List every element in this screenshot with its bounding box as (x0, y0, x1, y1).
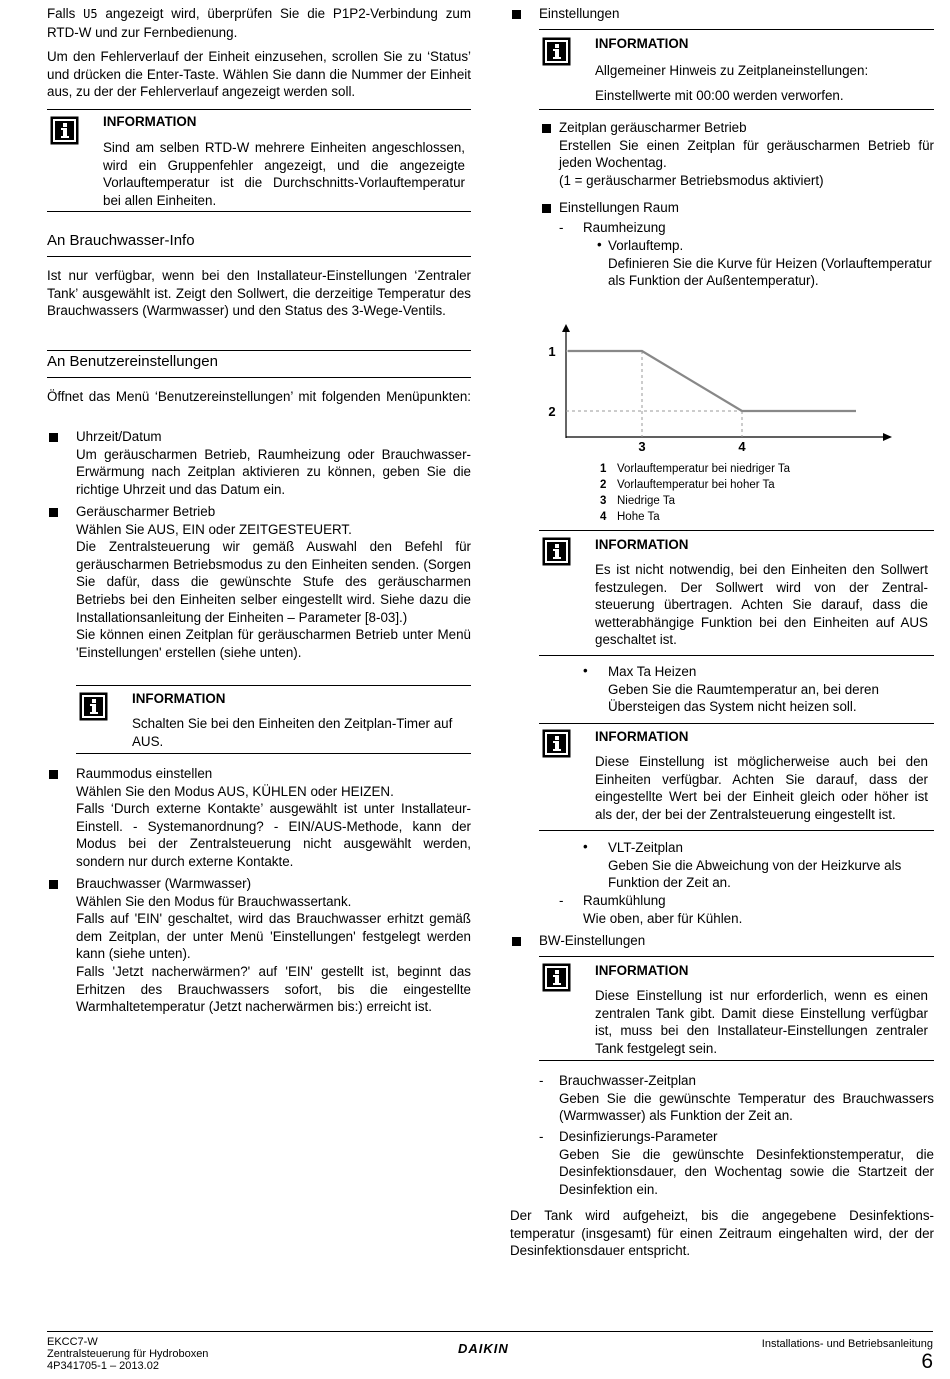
x-axis-arrow (883, 433, 892, 441)
item-title: Desinfizierungs-Parameter (559, 1129, 718, 1144)
bullet-square (542, 204, 551, 213)
y-tick-label-1: 1 (548, 344, 556, 359)
item-title: Brauchwasser-Zeitplan (559, 1073, 696, 1088)
item-text: Geben Sie die Abweichung von der Heizkurve als Funktion der Zeit an. (608, 857, 902, 891)
list-item (583, 892, 934, 927)
bullet-square (512, 10, 521, 19)
item-text: Falls ‘Durch externe Kontakte’ ausgewählt ist unter Installateur-Einstell. - Systemanordnung? - EIN/AUS-Methode, kann der Modus bei der Zentralsteuerung nicht ausgewählt werden, sondern nur durch externe Kontakte. (76, 801, 471, 869)
heating-curve-line (568, 351, 856, 411)
bullet-square (512, 937, 521, 946)
info-text: Allgemeiner Hinweis zu Zeitplaneinstellungen: (595, 63, 869, 78)
item-text: Wie oben, aber für Kühlen. (583, 910, 743, 926)
item-text: Um geräuscharmen Betrieb, Raumheizung oder Brauchwasser-Erwärmung nach Zeitplan aktivieren zu können, geben Sie die richtige Uhrzeit und das Datum ein. (76, 446, 471, 497)
heating-curve-chart (540, 318, 900, 458)
legend-label: Vorlauftemperatur bei niedriger Ta (617, 463, 791, 475)
legend-key: 2 (600, 478, 607, 491)
footer-model: EKCC7-W (47, 1336, 98, 1348)
item-text: Geben Sie die gewünschte Desinfektionstemperatur, die Desinfektionsdauer, den Wochentag sowie die Startzeit der Desinfektion ein. (559, 1146, 934, 1197)
list-item (559, 1072, 934, 1125)
y-axis-arrow (562, 324, 570, 332)
divider (76, 685, 471, 686)
footer-rule (47, 1331, 933, 1332)
legend-label: Niedrige Ta (617, 494, 675, 507)
section-rule (47, 256, 471, 257)
list-item (76, 428, 471, 498)
legend-key: 4 (600, 510, 607, 523)
divider (539, 723, 934, 724)
legend-key: 3 (600, 494, 607, 507)
item-title: Vorlauftemp. (608, 238, 684, 253)
item-text-2: Falls 'Jetzt nacherwärmen?' auf 'EIN' gestellt ist, beginnt das Erhitzen des Brauchwassers sofort, bis die eingestellte Warmhaltetemperatur (Jetzt nacherwärmen bis:) erreicht ist. (76, 963, 471, 1015)
paragraph-fehlerverlauf: Um den Fehlerverlauf der Einheit einzusehen, scrollen Sie zu ‘Status’ und drücken die Enter-Taste. Wählen Sie dann die Nummer der Einheit aus, zu der der Fehlerverlauf angezeigt werden soll. (47, 49, 471, 100)
section-rule (47, 377, 471, 378)
item-title: VLT-Zeitplan (608, 840, 683, 855)
p1-suffix: angezeigt wird, überprüfen Sie die P1P2-Verbindung zum RTD-W und zur Fernbedienung. (47, 6, 471, 40)
item-text: Erstellen Sie einen Zeitplan für geräuscharmen Betrieb für jeden Wochentag. (559, 137, 934, 171)
info-text: Diese Einstellung ist nur erforderlich, wenn es einen zentralen Tank gibt. Damit diese Einstellung verfügbar ist, muss bei den Installateur-Einstellungen zentraler Tank festgelegt sein. (595, 988, 928, 1056)
item-line: Wählen Sie AUS, EIN oder ZEITGESTEUERT. (76, 521, 352, 537)
legend-item (600, 510, 790, 526)
list-item (559, 1128, 934, 1198)
info-title: INFORMATION (595, 537, 689, 552)
divider (539, 830, 934, 831)
info-icon (79, 692, 108, 721)
error-code: U5 (83, 7, 98, 21)
bullet-square (542, 124, 551, 133)
section-heading: An Benutzereinstellungen (47, 353, 218, 370)
axes (562, 324, 892, 441)
item-text: Falls auf 'EIN' geschaltet, wird das Brauchwasser erhitzt gemäß dem Zeitplan, der unter Menü 'Einstellungen' festgelegt werden kann (siehe unten). (76, 911, 471, 962)
info-text: Es ist nicht notwendig, bei den Einheiten den Sollwert festzulegen. Der Sollwert wird von der Zentral-steuerung übertragen. Achten Sie darauf, dass die wetterabhängige Funktion bei den Einheiten auf AUS geschaltet ist. (595, 562, 928, 648)
item-text: Definieren Sie die Kurve für Heizen (Vorlauftemperatur als Funktion der Außentemperatur). (608, 255, 932, 289)
bullet-square (49, 433, 58, 442)
daikin-logo: DAIKIN (458, 1341, 509, 1356)
info-icon (542, 729, 571, 758)
item-title: Geräuscharmer Betrieb (76, 504, 216, 519)
p1-prefix: Falls (47, 6, 84, 21)
info-text: Schalten Sie bei den Einheiten den Zeitplan-Timer auf AUS. (132, 716, 453, 749)
legend-key: 1 (600, 463, 607, 475)
item-line: (1 = geräuscharmer Betriebsmodus aktiviert) (559, 172, 824, 188)
divider (539, 530, 934, 531)
y-tick-label-2: 2 (548, 404, 556, 419)
footer-docnum: 4P341705-1 – 2013.02 (47, 1360, 159, 1372)
legend-item (600, 462, 790, 478)
x-tick-label-3: 3 (638, 439, 646, 454)
item-title: Max Ta Heizen (608, 664, 697, 679)
dash-bullet: - (559, 893, 564, 908)
item-title: Zeitplan geräuscharmer Betrieb (559, 120, 747, 135)
info-icon (542, 537, 571, 566)
info-title: INFORMATION (595, 963, 689, 978)
dash-bullet: - (539, 1073, 544, 1088)
item-text: Geben Sie die Raumtemperatur an, bei deren Übersteigen das System nicht heizen soll. (608, 681, 879, 715)
legend-label: Vorlauftemperatur bei hoher Ta (617, 478, 775, 491)
list-item (608, 839, 934, 892)
paragraph-menue (47, 388, 471, 406)
footer-product: Zentralsteuerung für Hydroboxen (47, 1348, 209, 1360)
item-text: Geben Sie die gewünschte Temperatur des Brauchwassers (Warmwasser) als Funktion der Zeit an. (559, 1090, 934, 1124)
item-title: Raummodus einstellen (76, 766, 213, 781)
list-item (608, 237, 934, 290)
footer-left (47, 1336, 208, 1372)
item-title: Raumkühlung (583, 893, 666, 908)
item-line: Wählen Sie den Modus AUS, KÜHLEN oder HEIZEN. (76, 783, 394, 799)
list-item (76, 765, 471, 871)
paragraph-brauchwasser-info: Ist nur verfügbar, wenn bei den Installateur-Einstellungen ‘Zentraler Tank’ ausgewählt ist. Zeigt den Sollwert, die derzeitige Temperatur des Brauchwassers (Warmwasser) und den Status des 3-Wege-Ventils. (47, 268, 471, 319)
divider (539, 1060, 934, 1061)
p4-text: Öffnet das Menü ‘Benutzereinstellungen’ mit folgenden Menüpunkten: (47, 389, 471, 404)
legend-item (600, 494, 790, 510)
divider (539, 956, 934, 957)
list-item (76, 875, 471, 1016)
item-line: Wählen Sie den Modus für Brauchwassertank. (76, 893, 352, 909)
x-tick-label-4: 4 (738, 439, 746, 454)
item-text: Die Zentralsteuerung wir gemäß Auswahl den Befehl für geräuscharmen Betriebsmodus zu den Einheiten senden. (Sorgen Sie dafür, dass die gewünschte Stufe des geräuscharmen Betriebs bei den Einheiten selber eingestellt wird. Siehe dazu die Installationsanleitung der Einheiten – Parameter [8-03].) (76, 539, 471, 625)
item-title: BW-Einstellungen (539, 933, 646, 948)
dash-bullet: - (559, 220, 564, 235)
divider (76, 753, 471, 754)
dot-bullet: • (583, 663, 588, 678)
divider (539, 29, 934, 30)
dot-bullet: • (583, 839, 588, 854)
bullet-square (49, 880, 58, 889)
item-title: Brauchwasser (Warmwasser) (76, 876, 252, 891)
list-item (608, 663, 934, 716)
divider (539, 109, 934, 110)
dash-bullet: - (539, 1129, 544, 1144)
paragraph-fehler (47, 5, 471, 41)
page-number: 6 (921, 1350, 933, 1373)
info-title: INFORMATION (595, 36, 689, 51)
info-icon (542, 963, 571, 992)
list-item (559, 119, 934, 189)
item-title: Einstellungen Raum (559, 200, 679, 215)
divider (47, 109, 471, 110)
info-title: INFORMATION (132, 691, 226, 706)
item-text-2: Sie können einen Zeitplan für geräuscharmen Betrieb unter Menü 'Einstellungen' erstellen (siehe unten). (76, 627, 471, 660)
info-icon (50, 116, 79, 145)
section-rule (47, 350, 471, 351)
list-item (76, 503, 471, 661)
info-title: INFORMATION (103, 114, 197, 129)
legend-label: Hohe Ta (617, 510, 660, 523)
item-title: Einstellungen (539, 6, 620, 21)
footer-manual: Installations- und Betriebsanleitung (761, 1338, 933, 1350)
section-heading: An Brauchwasser-Info (47, 232, 195, 249)
item-title: Raumheizung (583, 220, 666, 235)
paragraph-tank: Der Tank wird aufgeheizt, bis die angegebene Desinfektions-temperatur (insgesamt) für einen Zeitraum eingehalten wird, der der Desinfektionsdauer entspricht. (510, 1208, 934, 1259)
info-text: Diese Einstellung ist möglicherweise auch bei den Einheiten verfügbar. Achten Sie darauf, dass der eingestellte Wert bei der Einheit gleich oder höher ist als der, der bei der Zentralsteuerung eingestellt ist. (595, 754, 928, 822)
dot-bullet: • (597, 237, 602, 252)
divider (539, 655, 934, 656)
info-icon (542, 37, 571, 66)
info-text: Sind am selben RTD-W mehrere Einheiten angeschlossen, wird ein Gruppenfehler angezeigt, und die angezeigte Vorlauftemperatur ist die Durchschnitts-Vorlauftemperatur bei allen Einheiten. (103, 140, 465, 208)
divider (47, 211, 471, 212)
info-text-2: Einstellwerte mit 00:00 werden verworfen. (595, 88, 844, 103)
bullet-square (49, 770, 58, 779)
chart-legend (600, 462, 790, 526)
item-title: Uhrzeit/Datum (76, 429, 162, 444)
legend-item (600, 478, 790, 494)
bullet-square (49, 508, 58, 517)
info-title: INFORMATION (595, 729, 689, 744)
